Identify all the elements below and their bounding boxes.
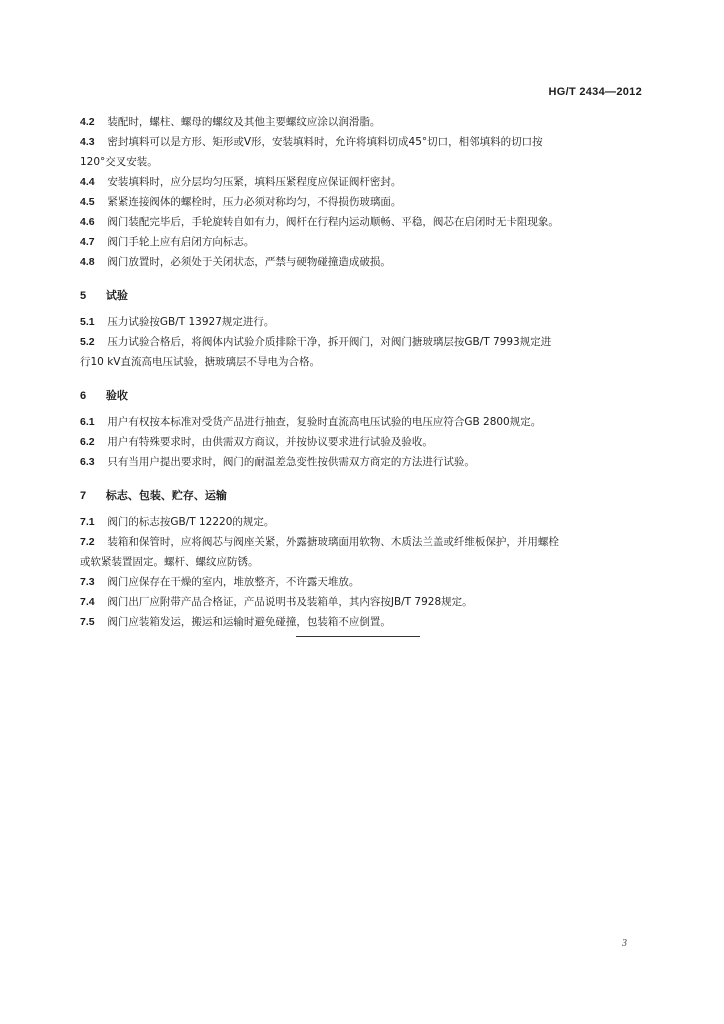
clause-text: 用户有特殊要求时，由供需双方商议，并按协议要求进行试验及验收。 xyxy=(107,436,433,448)
clause-number: 4.5 xyxy=(80,196,95,208)
clause-4-3-continued xyxy=(80,152,645,172)
clause-text: 压力试验合格后，将阀体内试验介质排除干净，拆开阀门，对阀门搪玻璃层按GB/T 7993规定进 xyxy=(107,336,552,348)
clause-text: 安装填料时，应分层均匀压紧，填料压紧程度应保证阀杆密封。 xyxy=(107,176,402,188)
clause-text: 用户有权按本标准对受货产品进行抽查，复验时直流高电压试验的电压应符合GB 2800规定。 xyxy=(107,416,542,428)
clause-text-continued: 或软紧装置固定。螺杆、螺纹应防锈。 xyxy=(80,556,259,568)
clause-6-1 xyxy=(80,412,645,432)
clause-7-4 xyxy=(80,592,645,612)
clause-number: 4.7 xyxy=(80,236,95,248)
page-number: 3 xyxy=(622,938,627,949)
clause-number: 4.3 xyxy=(80,136,95,148)
section-title: 试验 xyxy=(105,289,128,302)
section-heading-6 xyxy=(80,386,645,406)
clause-text: 密封填料可以是方形、矩形或V形，安装填料时，允许将填料切成45°切口，相邻填料的切口按 xyxy=(107,136,543,148)
clause-4-3 xyxy=(80,132,645,152)
clause-number: 4.6 xyxy=(80,216,95,228)
section-heading-5 xyxy=(80,286,645,306)
clause-5-2 xyxy=(80,332,645,352)
document-body xyxy=(80,112,645,632)
section-number: 5 xyxy=(80,290,87,302)
section-heading-7 xyxy=(80,486,645,506)
clause-6-3 xyxy=(80,452,645,472)
clause-7-2-continued xyxy=(80,552,645,572)
clause-4-2 xyxy=(80,112,645,132)
clause-4-7 xyxy=(80,232,645,252)
clause-4-6 xyxy=(80,212,645,232)
clause-text: 装配时，螺柱、螺母的螺纹及其他主要螺纹应涂以润滑脂。 xyxy=(107,116,381,128)
clause-number: 4.8 xyxy=(80,256,95,268)
clause-text-continued: 120°交叉安装。 xyxy=(80,156,158,168)
clause-number: 7.4 xyxy=(80,596,95,608)
clause-text: 压力试验按GB/T 13927规定进行。 xyxy=(107,316,275,328)
end-of-standard-rule xyxy=(296,636,420,637)
clause-number: 7.5 xyxy=(80,616,95,628)
clause-number: 6.2 xyxy=(80,436,95,448)
section-number: 6 xyxy=(80,390,87,402)
section-number: 7 xyxy=(80,490,87,502)
section-title: 验收 xyxy=(105,389,128,402)
clause-text: 阀门的标志按GB/T 12220的规定。 xyxy=(107,516,275,528)
clause-4-5 xyxy=(80,192,645,212)
clause-5-1 xyxy=(80,312,645,332)
clause-number: 7.1 xyxy=(80,516,95,528)
standard-code: HG/T 2434—2012 xyxy=(548,86,642,98)
clause-text: 阀门放置时，必须处于关闭状态，严禁与硬物碰撞造成破损。 xyxy=(107,256,391,268)
clause-number: 5.2 xyxy=(80,336,95,348)
clause-7-1 xyxy=(80,512,645,532)
clause-text: 装箱和保管时，应将阀芯与阀座关紧，外露搪玻璃面用软物、木质法兰盖或纤维板保护，并用螺栓 xyxy=(107,536,559,548)
clause-4-8 xyxy=(80,252,645,272)
clause-number: 6.3 xyxy=(80,456,95,468)
clause-number: 6.1 xyxy=(80,416,95,428)
clause-text: 阀门出厂应附带产品合格证，产品说明书及装箱单，其内容按JB/T 7928规定。 xyxy=(107,596,473,608)
clause-text-continued: 行10 kV直流高电压试验，搪玻璃层不导电为合格。 xyxy=(80,356,320,368)
clause-6-2 xyxy=(80,432,645,452)
clause-7-2 xyxy=(80,532,645,552)
clause-text: 只有当用户提出要求时，阀门的耐温差急变性按供需双方商定的方法进行试验。 xyxy=(107,456,475,468)
clause-text: 阀门应装箱发运，搬运和运输时避免碰撞，包装箱不应倒置。 xyxy=(107,616,391,628)
clause-4-4 xyxy=(80,172,645,192)
clause-number: 7.2 xyxy=(80,536,95,548)
clause-number: 4.4 xyxy=(80,176,95,188)
clause-text: 阀门应保存在干燥的室内，堆放整齐，不许露天堆放。 xyxy=(107,576,360,588)
clause-7-5 xyxy=(80,612,645,632)
section-title: 标志、包装、贮存、运输 xyxy=(105,489,227,502)
clause-text: 阀门手轮上应有启闭方向标志。 xyxy=(107,236,255,248)
clause-number: 5.1 xyxy=(80,316,95,328)
clause-number: 4.2 xyxy=(80,116,95,128)
clause-text: 阀门装配完毕后，手轮旋转自如有力，阀杆在行程内运动顺畅、平稳，阀芯在启闭时无卡阻现象。 xyxy=(107,216,559,228)
clause-5-2-continued xyxy=(80,352,645,372)
clause-7-3 xyxy=(80,572,645,592)
clause-number: 7.3 xyxy=(80,576,95,588)
clause-text: 紧紧连接阀体的螺栓时，压力必须对称均匀，不得损伤玻璃面。 xyxy=(107,196,402,208)
